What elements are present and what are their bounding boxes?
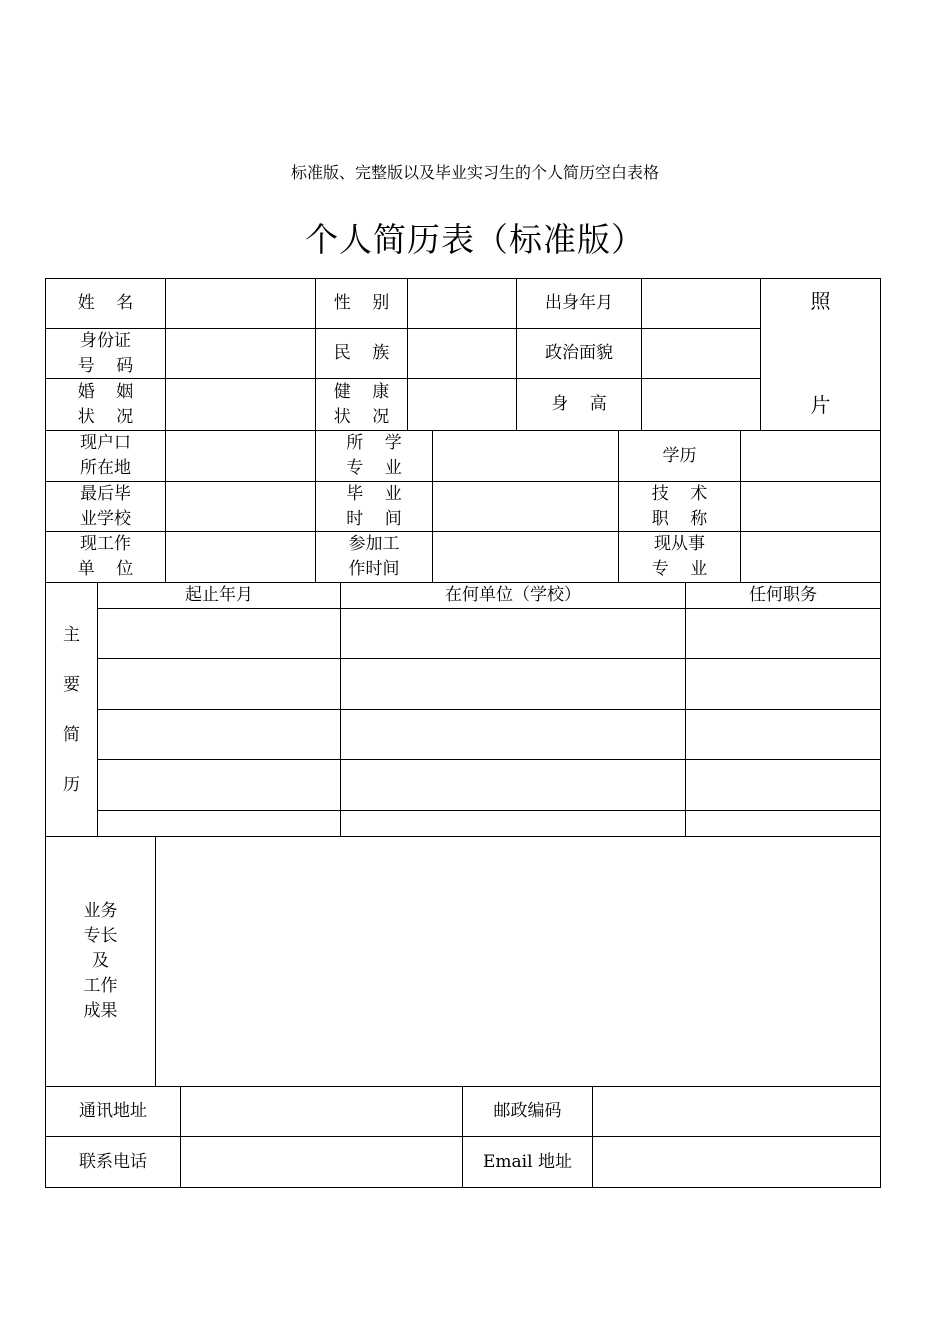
graduation-time-label: 毕 业 时 间	[315, 481, 433, 532]
current-major-label: 现从事 专 业	[618, 531, 741, 583]
page-heading: 标准版、完整版以及毕业实习生的个人简历空白表格	[290, 163, 659, 182]
gender-label: 性 别	[315, 278, 408, 329]
resume-row-5-unit[interactable]	[340, 810, 686, 837]
height-field[interactable]	[641, 378, 761, 431]
resume-row-2-period[interactable]	[97, 658, 341, 710]
photo-label-1: 照	[810, 289, 831, 313]
period-header: 起止年月	[97, 582, 341, 609]
current-major-field[interactable]	[740, 531, 881, 583]
resume-row-4-unit[interactable]	[340, 759, 686, 811]
resume-row-2-unit[interactable]	[340, 658, 686, 710]
postcode-label: 邮政编码	[462, 1086, 593, 1137]
marital-status-field[interactable]	[165, 378, 316, 431]
height-label: 身 高	[516, 378, 642, 431]
tech-title-field[interactable]	[740, 481, 881, 532]
email-label: Email 地址	[462, 1136, 593, 1188]
resume-row-3-unit[interactable]	[340, 709, 686, 760]
skills-field[interactable]	[155, 836, 881, 1087]
birth-field[interactable]	[641, 278, 761, 329]
work-unit-label: 现工作 单 位	[45, 531, 166, 583]
id-number-field[interactable]	[165, 328, 316, 379]
major-field[interactable]	[432, 430, 619, 482]
last-school-field[interactable]	[165, 481, 316, 532]
hukou-field[interactable]	[165, 430, 316, 482]
resume-row-5-position[interactable]	[685, 810, 881, 837]
health-label: 健 康 状 况	[315, 378, 408, 431]
work-start-label: 参加工 作时间	[315, 531, 433, 583]
resume-row-2-position[interactable]	[685, 658, 881, 710]
major-label: 所 学 专 业	[315, 430, 433, 482]
photo-label-2: 片	[810, 393, 831, 417]
ethnicity-field[interactable]	[407, 328, 517, 379]
political-status-field[interactable]	[641, 328, 761, 379]
tech-title-label: 技 术 职 称	[618, 481, 741, 532]
email-field[interactable]	[592, 1136, 881, 1188]
work-start-field[interactable]	[432, 531, 619, 583]
phone-label: 联系电话	[45, 1136, 181, 1188]
resume-row-4-period[interactable]	[97, 759, 341, 811]
resume-row-1-period[interactable]	[97, 608, 341, 659]
id-number-label: 身份证 号 码	[45, 328, 166, 379]
unit-school-header: 在何单位（学校）	[340, 582, 686, 609]
address-label: 通讯地址	[45, 1086, 181, 1137]
resume-side-label: 主 要 简 历	[45, 582, 98, 837]
health-field[interactable]	[407, 378, 517, 431]
marital-status-label: 婚 姻 状 况	[45, 378, 166, 431]
resume-row-3-period[interactable]	[97, 709, 341, 760]
skills-label: 业务 专长 及 工作 成果	[45, 836, 156, 1087]
ethnicity-label: 民 族	[315, 328, 408, 379]
resume-row-5-period[interactable]	[97, 810, 341, 837]
work-unit-field[interactable]	[165, 531, 316, 583]
gender-field[interactable]	[407, 278, 517, 329]
postcode-field[interactable]	[592, 1086, 881, 1137]
graduation-time-field[interactable]	[432, 481, 619, 532]
position-header: 任何职务	[685, 582, 881, 609]
resume-row-3-position[interactable]	[685, 709, 881, 760]
resume-row-4-position[interactable]	[685, 759, 881, 811]
birth-label: 出身年月	[516, 278, 642, 329]
hukou-label: 现户口 所在地	[45, 430, 166, 482]
phone-field[interactable]	[180, 1136, 463, 1188]
resume-row-1-position[interactable]	[685, 608, 881, 659]
form-title: 个人简历表（标准版）	[305, 220, 645, 259]
photo-box[interactable]	[760, 278, 881, 431]
name-label: 姓 名	[45, 278, 166, 329]
address-field[interactable]	[180, 1086, 463, 1137]
name-field[interactable]	[165, 278, 316, 329]
resume-row-1-unit[interactable]	[340, 608, 686, 659]
last-school-label: 最后毕 业学校	[45, 481, 166, 532]
political-status-label: 政治面貌	[516, 328, 642, 379]
education-label: 学历	[618, 430, 741, 482]
education-field[interactable]	[740, 430, 881, 482]
